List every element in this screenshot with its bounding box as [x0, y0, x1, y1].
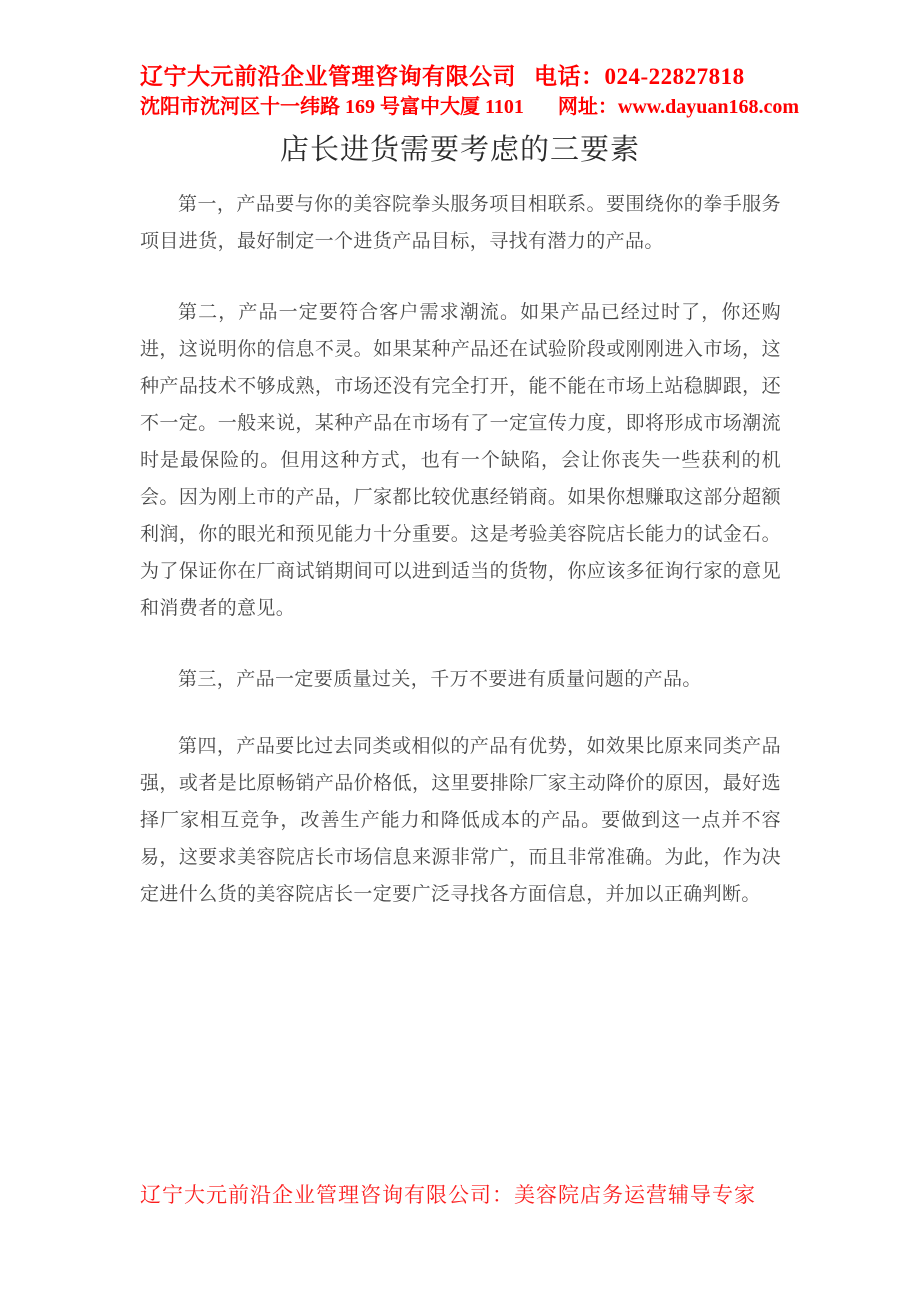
document-body	[140, 186, 781, 913]
paragraph-1: 第一，产品要与你的美容院拳头服务项目相联系。要围绕你的拳手服务项目进货，最好制定一个进货产品目标，寻找有潜力的产品。	[140, 194, 781, 252]
company-address: 沈阳市沈河区十一纬路 169 号富中大厦 1101	[140, 96, 524, 118]
paragraph-3: 第三，产品一定要质量过关，千万不要进有质量问题的产品。	[178, 669, 702, 690]
header-line-1	[140, 60, 810, 93]
company-header	[140, 60, 810, 121]
company-name: 辽宁大元前沿企业管理咨询有限公司	[140, 64, 516, 89]
company-website: 网址：www.dayuan168.com	[557, 96, 800, 118]
paragraph-2: 第二，产品一定要符合客户需求潮流。如果产品已经过时了，你还购进，这说明你的信息不灵。如果某种产品还在试验阶段或刚刚进入市场，这种产品技术不够成熟，市场还没有完全打开，能不能在市场上站稳脚跟，还不一定。一般来说，某种产品在市场有了一定宣传力度，即将形成市场潮流时是最保险的。但用这种方式，也有一个缺陷，会让你丧失一些获利的机会。因为刚上市的产品，厂家都比较优惠经销商。如果你想赚取这部分超额利润，你的眼光和预见能力十分重要。这是考验美容院店长能力的试金石。为了保证你在厂商试销期间可以进到适当的货物，你应该多征询行家的意见和消费者的意见。	[140, 302, 781, 619]
page-title: 店长进货需要考虑的三要素	[279, 134, 640, 166]
header-line-2	[140, 93, 810, 121]
company-phone: 电话：024-22827818	[534, 64, 745, 89]
company-footer: 辽宁大元前沿企业管理咨询有限公司：美容院店务运营辅导专家	[140, 1183, 756, 1207]
paragraph-4: 第四，产品要比过去同类或相似的产品有优势，如效果比原来同类产品强，或者是比原畅销产品价格低，这里要排除厂家主动降价的原因，最好选择厂家相互竞争，改善生产能力和降低成本的产品。要做到这一点并不容易，这要求美容院店长市场信息来源非常广，而且非常准确。为此，作为决定进什么货的美容院店长一定要广泛寻找各方面信息，并加以正确判断。	[140, 736, 781, 905]
